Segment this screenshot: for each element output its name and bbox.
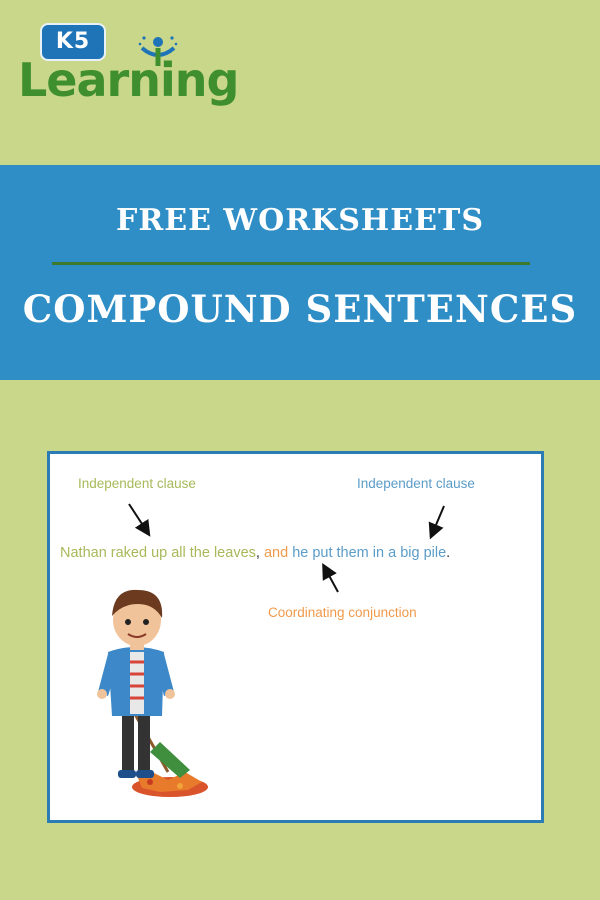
- example-sentence: [60, 545, 450, 561]
- arrow-right-icon: [433, 506, 444, 532]
- k5-learning-logo[interactable]: [18, 18, 239, 108]
- arrow-left-icon: [129, 504, 146, 530]
- comma: ,: [255, 545, 260, 561]
- banner-subtitle: FREE WORKSHEETS: [116, 203, 484, 238]
- conjunction-word: and: [263, 545, 289, 561]
- banner-title: COMPOUND SENTENCES: [22, 287, 578, 331]
- label-independent-clause-left: Independent clause: [78, 476, 196, 491]
- banner-divider: [52, 262, 530, 265]
- example-card: [47, 451, 544, 823]
- logo-wordmark: Learning: [18, 53, 239, 107]
- label-coordinating-conjunction: Coordinating conjunction: [268, 605, 417, 620]
- arrow-conjunction-icon: [326, 570, 338, 592]
- clause-one: Nathan raked up all the leaves: [60, 545, 256, 561]
- period: .: [446, 545, 451, 561]
- boy-raking-leaves-illustration: [90, 582, 220, 812]
- title-banner: [0, 165, 600, 380]
- logo-badge: K5: [40, 23, 106, 61]
- label-independent-clause-right: Independent clause: [357, 476, 475, 491]
- clause-two: he put them in a big pile: [292, 545, 447, 561]
